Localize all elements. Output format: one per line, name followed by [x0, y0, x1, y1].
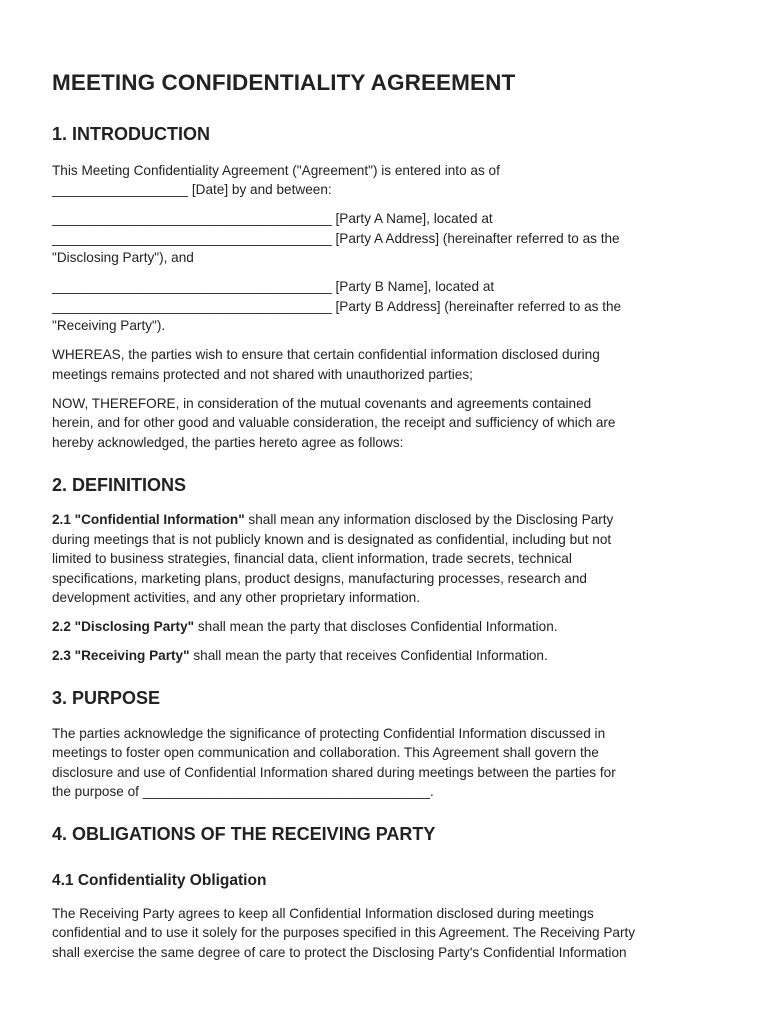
- section-heading-purpose: 3. PURPOSE: [52, 688, 161, 708]
- purpose-line: the purpose of ______________________________________.: [52, 784, 434, 799]
- intro-line: "Disclosing Party"), and: [52, 250, 194, 265]
- intro-line: _____________________________________ [Party A Name], located at: [52, 211, 493, 226]
- definition-line: [52, 617, 558, 637]
- definition-line: specifications, marketing plans, product designs, manufacturing processes, research and: [52, 571, 587, 586]
- obligation-line: confidential and to use it solely for the purposes specified in this Agreement. The Receiving Party: [52, 925, 636, 940]
- definition-text: shall mean the party that discloses Confidential Information.: [194, 619, 558, 634]
- definition-term: 2.1 "Confidential Information": [52, 512, 245, 527]
- intro-line: This Meeting Confidentiality Agreement ("Agreement") is entered into as of: [52, 163, 500, 178]
- intro-line: hereby acknowledged, the parties hereto agree as follows:: [52, 435, 404, 450]
- intro-line: "Receiving Party").: [52, 318, 166, 333]
- purpose-line: disclosure and use of Confidential Information shared during meetings between the parties for: [52, 765, 616, 780]
- subsection-heading-confidentiality-obligation: 4.1 Confidentiality Obligation: [52, 872, 267, 889]
- definition-line: development activities, and any other proprietary information.: [52, 590, 420, 605]
- definition-line: [52, 510, 613, 530]
- section-heading-introduction: 1. INTRODUCTION: [52, 124, 211, 144]
- definition-term: 2.2 "Disclosing Party": [52, 619, 195, 634]
- section-heading-definitions: 2. DEFINITIONS: [52, 475, 187, 495]
- obligation-line: shall exercise the same degree of care to protect the Disclosing Party's Confidential Information: [52, 945, 627, 960]
- document-title: MEETING CONFIDENTIALITY AGREEMENT: [52, 70, 516, 95]
- intro-line: NOW, THEREFORE, in consideration of the mutual covenants and agreements contained: [52, 396, 592, 411]
- purpose-line: The parties acknowledge the significance of protecting Confidential Information discussed in: [52, 726, 606, 741]
- definition-line: during meetings that is not publicly known and is designated as confidential, including but not: [52, 532, 612, 547]
- definition-text: shall mean any information disclosed by the Disclosing Party: [244, 512, 614, 527]
- definition-text: shall mean the party that receives Confidential Information.: [189, 648, 548, 663]
- definition-term: 2.3 "Receiving Party": [52, 648, 190, 663]
- definition-line: [52, 646, 548, 666]
- obligation-line: The Receiving Party agrees to keep all Confidential Information disclosed during meetings: [52, 906, 594, 921]
- intro-line: __________________ [Date] by and between:: [52, 182, 332, 197]
- intro-line: meetings remains protected and not shared with unauthorized parties;: [52, 367, 473, 382]
- intro-line: _____________________________________ [Party B Address] (hereinafter referred to as the: [52, 299, 622, 314]
- intro-line: _____________________________________ [Party B Name], located at: [52, 279, 495, 294]
- purpose-line: meetings to foster open communication and collaboration. This Agreement shall govern the: [52, 745, 599, 760]
- intro-line: herein, and for other good and valuable consideration, the receipt and sufficiency of which are: [52, 415, 616, 430]
- definition-line: limited to business strategies, financial data, client information, trade secrets, technical: [52, 551, 572, 566]
- intro-line: WHEREAS, the parties wish to ensure that certain confidential information disclosed during: [52, 347, 600, 362]
- section-heading-obligations: 4. OBLIGATIONS OF THE RECEIVING PARTY: [52, 824, 436, 844]
- intro-line: _____________________________________ [Party A Address] (hereinafter referred to as the: [52, 231, 620, 246]
